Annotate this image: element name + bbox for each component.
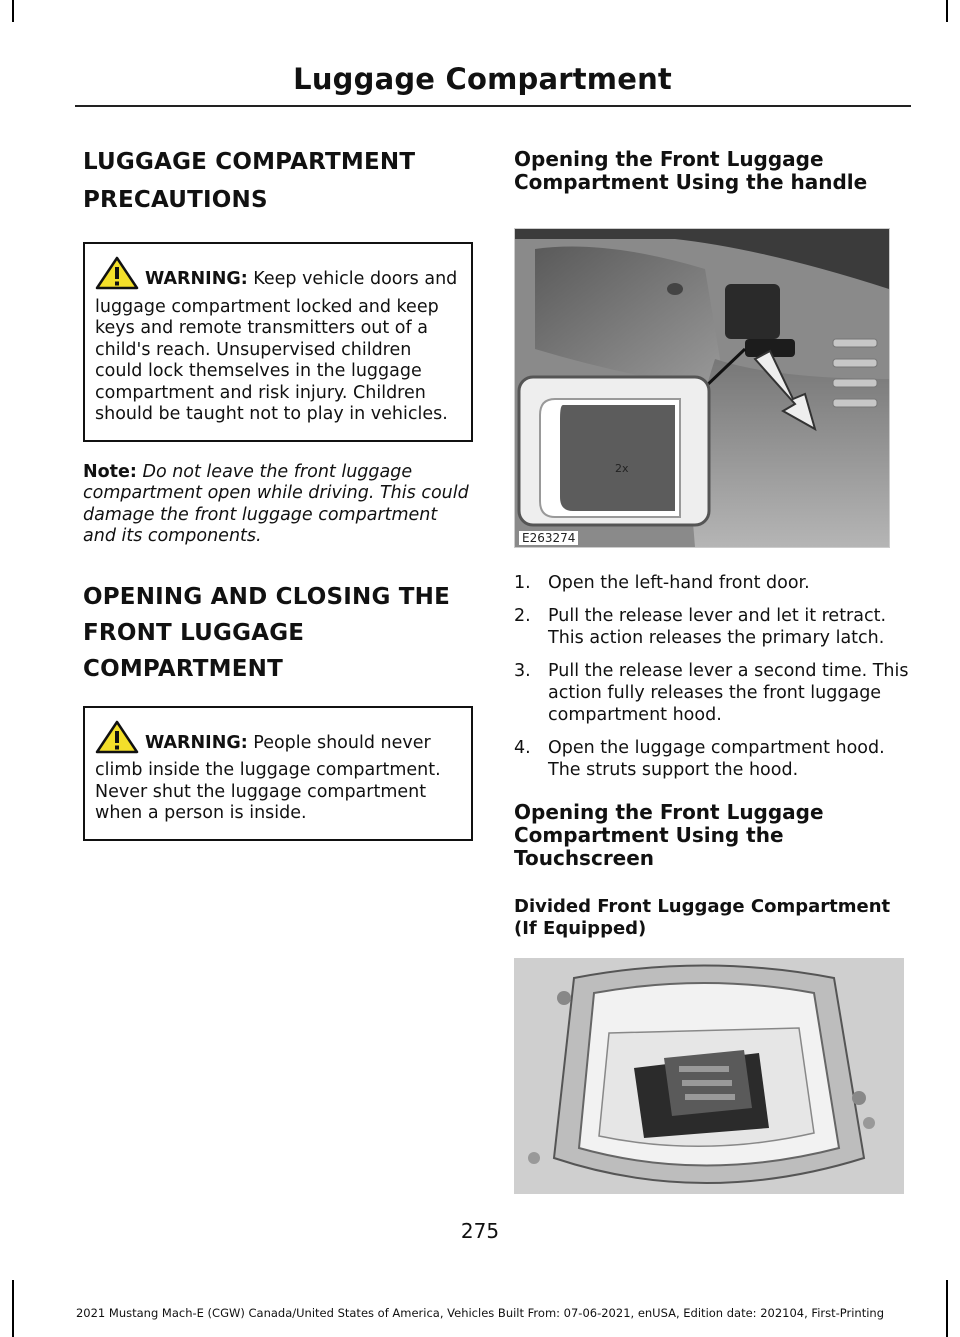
- right-column: [514, 142, 909, 1194]
- section-title-precautions: LUGGAGE COMPARTMENT PRECAUTIONS: [83, 149, 416, 213]
- warning-label: WARNING:: [145, 732, 248, 753]
- page-footer: 2021 Mustang Mach-E (CGW) Canada/United States of America, Vehicles Built From: 07-06-2021, enUSA, Edition date: 202104, First-Printing: [75, 1306, 884, 1320]
- warning-triangle-icon: [95, 720, 139, 761]
- subsection-title-handle: Opening the Front Luggage Compartment Using the handle: [514, 147, 868, 194]
- warning-text: People should never climb inside the luggage compartment. Never shut the luggage compartment when a person is inside.: [95, 732, 441, 823]
- section-title-opening-closing: OPENING AND CLOSING THE FRONT LUGGAGE COMPARTMENT: [83, 583, 450, 682]
- subsection-title-divided: Divided Front Luggage Compartment (If Equipped): [514, 896, 891, 939]
- header-rule: [75, 105, 911, 107]
- note-text: Do not leave the front luggage compartment open while driving. This could damage the front luggage compartment and its components.: [83, 461, 469, 546]
- list-item: 2. Pull the release lever and let it retract. This action releases the primary latch.: [514, 606, 887, 648]
- release-lever-illustration: [515, 229, 889, 547]
- warning-label: WARNING:: [145, 269, 248, 289]
- page-number: 275: [460, 1219, 500, 1243]
- warning-text: Keep vehicle doors and luggage compartment locked and keep keys and remote transmitters out of a child's reach. Unsupervised children could lock themselves in the luggage compartment and risk injury. Children should be taught not to play in vehicles.: [95, 269, 458, 424]
- warning-triangle-icon: [95, 256, 139, 297]
- inset-label: 2x: [615, 462, 629, 475]
- list-item: 4. Open the luggage compartment hood. The struts support the hood.: [514, 738, 885, 780]
- figure-code: E263274: [519, 531, 578, 545]
- note-front-luggage: [83, 462, 473, 548]
- warning-box-person-inside: [83, 706, 473, 841]
- figure-divided-compartment: [514, 958, 904, 1194]
- note-label: Note:: [83, 461, 137, 482]
- list-item: 1. Open the left-hand front door.: [514, 573, 810, 593]
- subsection-title-touchscreen: Opening the Front Luggage Compartment Using the Touchscreen: [514, 800, 824, 870]
- steps-list: [514, 572, 909, 781]
- warning-box-children: [83, 242, 473, 442]
- figure-release-lever: [514, 228, 890, 548]
- list-item: 3. Pull the release lever a second time. This action fully releases the front luggage compartment hood.: [514, 661, 909, 725]
- left-column: [83, 142, 473, 841]
- divided-compartment-illustration: [514, 958, 904, 1194]
- crop-mark-top-right: [946, 0, 948, 22]
- crop-mark-top-left: [12, 0, 14, 22]
- page-header-title: Luggage Compartment: [293, 62, 672, 96]
